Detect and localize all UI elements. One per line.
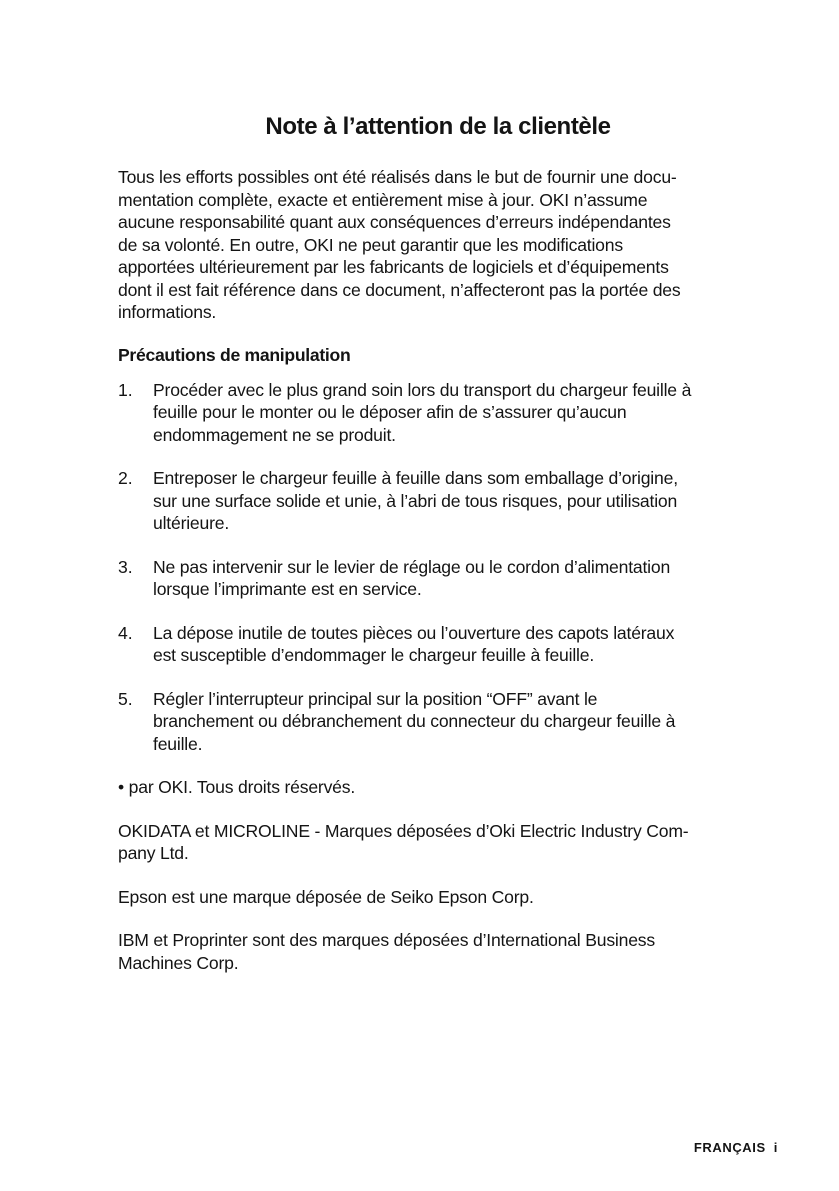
precaution-text: Procéder avec le plus grand soin lors du transport du chargeur feuille à feuille pour le monter ou le déposer afin de s’assurer qu’aucun endommagement ne se produit. [153, 379, 692, 445]
precaution-item [118, 467, 758, 535]
precaution-number: 2. [118, 468, 133, 488]
precaution-text: Entreposer le chargeur feuille à feuille dans som emballage d’origine, sur une surface solide et unie, à l’abri de tous risques, pour utilisation ultérieure. [153, 468, 678, 533]
trademark-ibm: IBM et Proprinter sont des marques déposées d’International Business Machines Corp. [118, 930, 655, 973]
trademark-okidata: OKIDATA et MICROLINE - Marques déposées d’Oki Electric Industry Com- pany Ltd. [118, 820, 689, 863]
page-number: i [773, 1140, 778, 1155]
trademark-epson: Epson est une marque déposée de Seiko Epson Corp. [118, 886, 534, 907]
intro-paragraph: Tous les efforts possibles ont été réalisés dans le but de fournir une docu- mentation complète, exacte et entièrement mise à jour. OKI n’assume aucune responsabilité quant aux conséquences d’erreurs indépendantes de sa volonté. En outre, OKI ne peut garantir que les modifications apportées ultérieurement par les fabricants de logiciels et d’équipements dont il est fait référence dans ce document, n’affecteront pas la portée des informations. [118, 167, 681, 322]
precaution-number: 1. [118, 379, 133, 400]
precaution-text: Régler l’interrupteur principal sur la position “OFF” avant le branchement ou débranchement du connecteur du chargeur feuille à feuille. [153, 688, 676, 754]
page-footer [694, 1140, 778, 1156]
document-page [118, 112, 758, 995]
precaution-number: 5. [118, 688, 133, 709]
precaution-item [118, 622, 758, 667]
precautions-list [118, 379, 758, 756]
page-title: Note à l’attention de la clientèle [265, 113, 611, 140]
footer-language: FRANÇAIS [693, 1140, 766, 1155]
precaution-text: La dépose inutile de toutes pièces ou l’ouverture des capots latéraux est susceptible d’endommager le chargeur feuille à feuille. [153, 622, 675, 665]
precaution-text: Ne pas intervenir sur le levier de réglage ou le cordon d’alimentation lorsque l’imprimante est en service. [153, 556, 671, 599]
precaution-number: 3. [118, 556, 133, 577]
precaution-number: 4. [118, 622, 133, 643]
precaution-item [118, 688, 758, 756]
trademarks-section [118, 820, 758, 975]
precautions-heading: Précautions de manipulation [118, 344, 351, 365]
precaution-item [118, 379, 758, 447]
copyright-notice: • par OKI. Tous droits réservés. [118, 777, 356, 797]
precaution-item [118, 556, 758, 601]
